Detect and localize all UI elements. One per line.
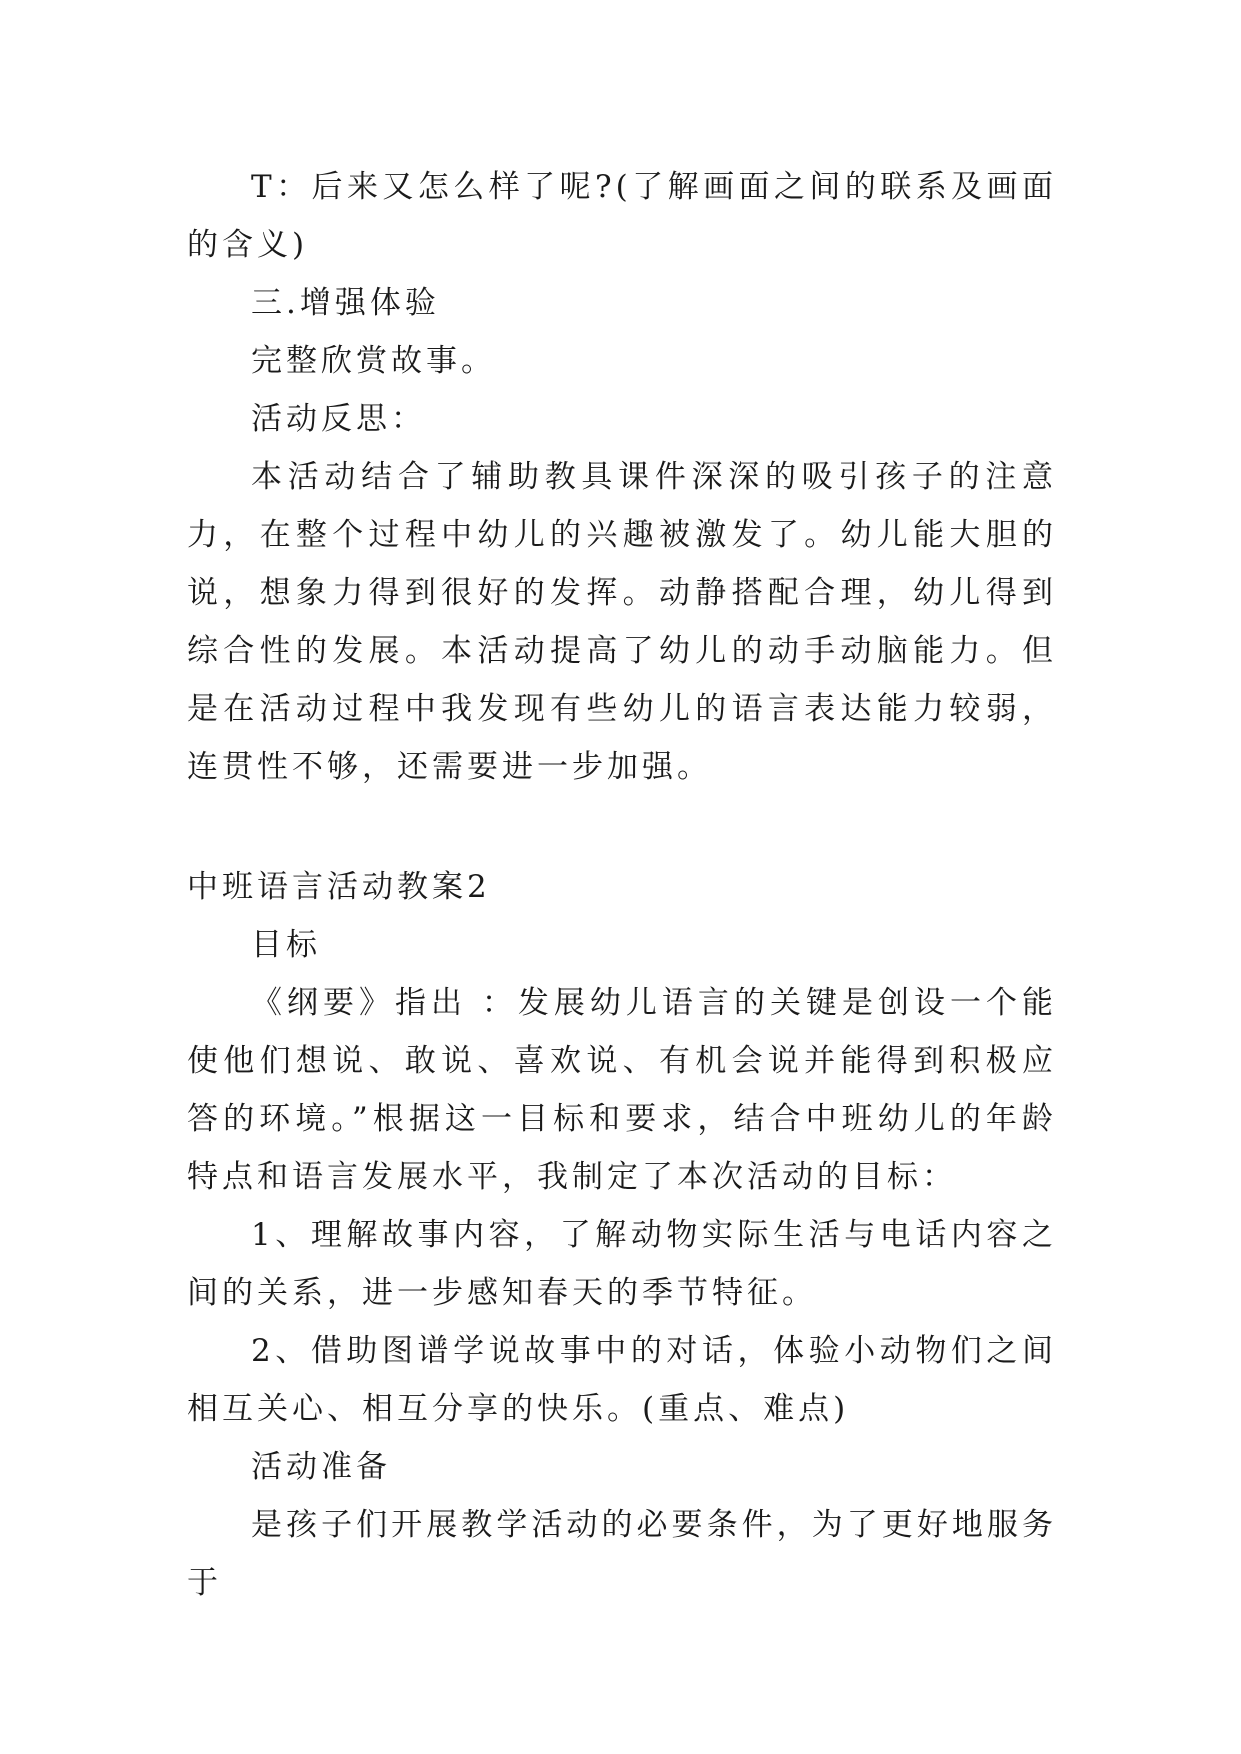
paragraph-outline: 《纲要》指出 ：发展幼儿语言的关键是创设一个能使他们想说、敢说、喜欢说、有机会说并能得到积极应答的环境。”根据这一目标和要求，结合中班幼儿的年龄特点和语言发展水平，我制定了本次活动的目标： xyxy=(187,985,1057,1195)
document-body xyxy=(187,158,1057,1612)
paragraph-enjoy-story: 完整欣赏故事。 xyxy=(251,343,496,379)
paragraph-goals-heading: 目标 xyxy=(251,927,321,963)
paragraph-goal-2: 2、借助图谱学说故事中的对话，体验小动物们之间相互关心、相互分享的快乐。(重点、难点) xyxy=(187,1333,1057,1427)
paragraph-preparation-heading: 活动准备 xyxy=(251,1449,391,1485)
paragraph-reflection-heading: 活动反思： xyxy=(251,401,426,437)
section-title: 中班语言活动教案2 xyxy=(187,869,491,905)
paragraph-preparation-body: 是孩子们开展教学活动的必要条件，为了更好地服务于 xyxy=(187,1507,1057,1601)
paragraph-goal-1: 1、理解故事内容，了解动物实际生活与电话内容之间的关系，进一步感知春天的季节特征。 xyxy=(187,1217,1057,1311)
paragraph-step-three: 三.增强体验 xyxy=(251,285,440,321)
paragraph-question: T：后来又怎么样了呢?(了解画面之间的联系及画面的含义) xyxy=(187,169,1057,263)
paragraph-reflection-body: 本活动结合了辅助教具课件深深的吸引孩子的注意力，在整个过程中幼儿的兴趣被激发了。幼儿能大胆的说，想象力得到很好的发挥。动静搭配合理，幼儿得到综合性的发展。本活动提高了幼儿的动手动脑能力。但是在活动过程中我发现有些幼儿的语言表达能力较弱，连贯性不够，还需要进一步加强。 xyxy=(187,459,1057,785)
